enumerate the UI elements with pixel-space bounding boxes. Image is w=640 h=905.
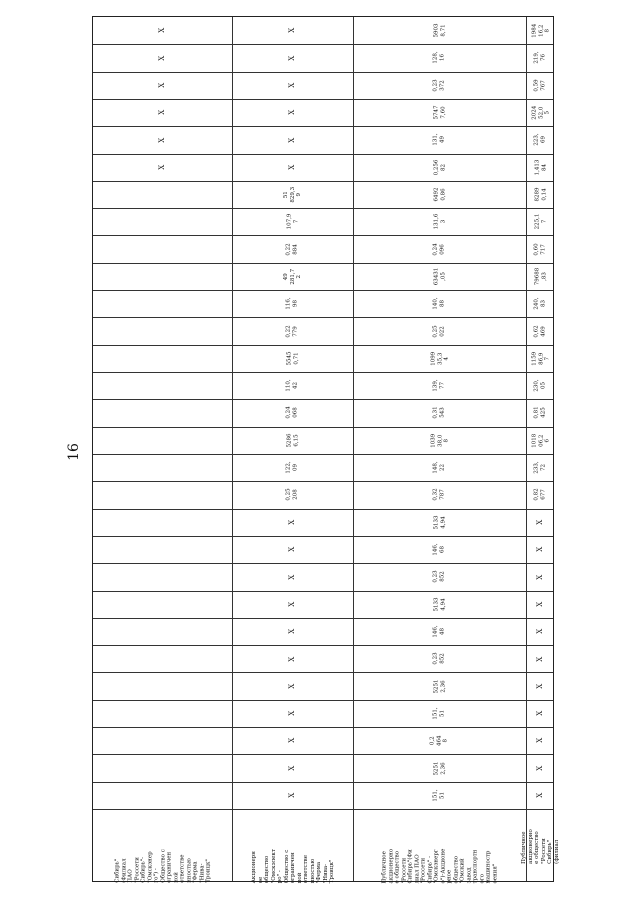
table-cell: [353, 154, 526, 181]
table-cell: [93, 372, 232, 399]
cell-value: 139, 77: [433, 379, 446, 392]
table-cell: [232, 44, 353, 71]
cell-value: X: [536, 574, 545, 580]
cell-value: 0,60 717: [534, 242, 547, 256]
column-header-text: Акционерн ое общество "Омскэлект ро" - Общество с ограничен ной ответстве нностью "Ферма "Нива- Троицк": [250, 848, 335, 883]
table-cell: [353, 345, 526, 372]
table-cell: [353, 235, 526, 262]
table-cell: [526, 672, 555, 699]
table-cell: [93, 454, 232, 481]
table-cell: [526, 44, 555, 71]
cell-value: X: [288, 683, 297, 689]
cell-value: 0,25 208: [286, 488, 299, 502]
table-cell: [232, 126, 353, 153]
table-cell: [353, 72, 526, 99]
cell-value: 140, 88: [433, 297, 446, 310]
cell-value: 0,23 852: [433, 570, 446, 583]
cell-value: X: [536, 656, 545, 662]
table-cell: [353, 427, 526, 454]
table-cell: [353, 591, 526, 618]
table-cell: [232, 263, 353, 290]
table-cell: [93, 618, 232, 645]
table-cell: [526, 290, 555, 317]
table-cell: [93, 208, 232, 235]
cell-value: X: [536, 601, 545, 607]
table-cell: [353, 672, 526, 699]
cell-value: X: [288, 738, 297, 744]
cell-value: X: [158, 137, 167, 143]
column-header-text: Публичное акционерно е общество "Россети Сибирь" (филиал: [521, 828, 560, 864]
table-cell: [353, 782, 526, 809]
cell-value: 0,22 779: [286, 324, 299, 338]
cell-value: 51 829,3 9: [282, 186, 302, 203]
cell-value: 0,22 884: [286, 242, 299, 256]
table-cell: [93, 345, 232, 372]
cell-value: 0,59 767: [534, 79, 547, 92]
table-cell: [232, 235, 353, 262]
table-cell: [232, 72, 353, 99]
cell-value: X: [288, 710, 297, 716]
table-cell: [232, 399, 353, 426]
table-cell: [232, 290, 353, 317]
table-cell: [232, 317, 353, 344]
table-cell: [353, 17, 526, 44]
cell-value: 233, 72: [534, 461, 547, 474]
table-cell: [93, 563, 232, 590]
cell-value: 6492 0,86: [433, 187, 446, 202]
table-cell: [93, 235, 232, 262]
cell-value: 1,413 84: [534, 159, 547, 176]
table-cell: [232, 754, 353, 781]
table-cell: [353, 126, 526, 153]
table-cell: [232, 345, 353, 372]
cell-value: 225,1 7: [534, 213, 547, 230]
table-cell: [526, 154, 555, 181]
cell-value: X: [288, 137, 297, 143]
table-cell: [526, 427, 555, 454]
cell-value: X: [288, 547, 297, 553]
table-cell: [526, 700, 555, 727]
cell-value: X: [288, 28, 297, 34]
table-cell: [526, 618, 555, 645]
table-cell: [93, 181, 232, 208]
cell-value: 0,23 372: [433, 79, 446, 92]
table-cell: [353, 454, 526, 481]
table-cell: [232, 536, 353, 563]
table-cell: [526, 17, 555, 44]
cell-value: X: [536, 519, 545, 525]
cell-value: 146, 68: [433, 543, 446, 556]
cell-value: 8289 0,14: [534, 187, 547, 202]
table-cell: [232, 591, 353, 618]
cell-value: 49 281,7 2: [282, 268, 302, 285]
table-cell: [526, 181, 555, 208]
cell-value: 223, 69: [534, 133, 547, 146]
table-cell: [93, 481, 232, 508]
cell-value: 0,82 677: [534, 488, 547, 502]
table-cell: [353, 536, 526, 563]
table-cell: [232, 454, 353, 481]
cell-value: X: [288, 519, 297, 525]
cell-value: 1039 38,0 8: [429, 433, 449, 448]
cell-value: 116, 98: [286, 297, 299, 310]
cell-value: 5133 4,94: [433, 597, 446, 612]
table-cell: [353, 754, 526, 781]
cell-value: 0,62 469: [534, 324, 547, 338]
table-cell: [526, 372, 555, 399]
table-cell: [93, 126, 232, 153]
cell-value: 5903 8,71: [433, 23, 446, 38]
table-cell: [526, 72, 555, 99]
cell-value: X: [288, 765, 297, 771]
cell-value: 5251 2,36: [433, 761, 446, 776]
cell-value: 1984 16,2 8: [530, 23, 550, 38]
table-cell: [526, 454, 555, 481]
cell-value: X: [288, 55, 297, 61]
cell-value: X: [288, 601, 297, 607]
cell-value: 5251 2,36: [433, 679, 446, 694]
column-header-text: Сибирь" (Филиал ПАО "Россети Сибирь"- "Омскэнер го") - Общество с ограничен ной ответстве нностью "Ферма "Нива- Троицк": [113, 849, 211, 883]
cell-value: 0,23 852: [433, 652, 446, 665]
table-cell: [93, 72, 232, 99]
table-cell: [93, 509, 232, 536]
cell-value: X: [536, 738, 545, 744]
cell-value: 5747 7,60: [433, 105, 446, 120]
cell-value: X: [158, 110, 167, 116]
cell-value: X: [536, 683, 545, 689]
cell-value: 219, 76: [534, 51, 547, 65]
table-cell: [353, 509, 526, 536]
cell-value: X: [536, 710, 545, 716]
table-cell: [353, 700, 526, 727]
cell-value: X: [288, 628, 297, 634]
table-cell: [526, 727, 555, 754]
table-cell: [353, 727, 526, 754]
cell-value: X: [536, 628, 545, 634]
data-table: [92, 16, 560, 883]
cell-value: X: [158, 164, 167, 170]
table-cell: [93, 754, 232, 781]
column-header-text: Публичное акционерно е общество "Россети Сибирь"(Фи лиал ПАО "Россети Сибирь" - "Омскэнерг о")-Акционе рное общество "Омский завод транспортн ого машиностр оения": [381, 848, 498, 883]
cell-value: 0,81 425: [534, 406, 547, 420]
cell-value: 0,32 787: [433, 488, 446, 502]
cell-value: 0,256 82: [433, 159, 446, 176]
table-cell: [93, 536, 232, 563]
table-cell: [526, 782, 555, 809]
table-cell: [526, 563, 555, 590]
cell-value: 230, 05: [534, 379, 547, 392]
cell-value: 1018 06,2 6: [530, 433, 550, 448]
table-cell: [232, 372, 353, 399]
table-cell: [526, 399, 555, 426]
cell-value: 5545 0,71: [286, 351, 299, 366]
cell-value: 0,2 464 8: [429, 735, 449, 746]
table-cell: [93, 591, 232, 618]
cell-value: 131, 49: [433, 133, 446, 146]
table-cell: [353, 399, 526, 426]
cell-value: 0,25 022: [433, 324, 446, 338]
cell-value: 1099 35,3 4: [429, 351, 449, 366]
table-cell: [232, 563, 353, 590]
table-cell: [93, 263, 232, 290]
cell-value: 0,24 096: [433, 242, 446, 256]
cell-value: 151, 51: [433, 789, 446, 802]
table-cell: [353, 44, 526, 71]
table-cell: [353, 481, 526, 508]
table-cell: [526, 126, 555, 153]
table-cell: [353, 563, 526, 590]
cell-value: 107,9 7: [286, 213, 299, 230]
cell-value: 122, 09: [286, 461, 299, 474]
cell-value: X: [288, 656, 297, 662]
cell-value: 63431 ,05: [433, 267, 446, 286]
table-cell: [232, 427, 353, 454]
table-cell: [353, 372, 526, 399]
table-cell: [526, 591, 555, 618]
cell-value: 131,6 3: [433, 213, 446, 230]
table-cell: [93, 290, 232, 317]
cell-value: X: [158, 28, 167, 34]
table-cell: [526, 345, 555, 372]
table-cell: [232, 99, 353, 126]
table-cell: [93, 645, 232, 672]
cell-value: X: [158, 82, 167, 88]
cell-value: X: [536, 792, 545, 798]
cell-value: X: [288, 792, 297, 798]
column-header: [521, 809, 560, 883]
table-cell: [93, 17, 232, 44]
table-cell: [232, 727, 353, 754]
table-cell: [526, 645, 555, 672]
table-cell: [93, 154, 232, 181]
table-cell: [93, 672, 232, 699]
table-cell: [526, 754, 555, 781]
table-cell: [93, 44, 232, 71]
table-cell: [526, 536, 555, 563]
table-cell: [93, 700, 232, 727]
column-header: [93, 809, 232, 883]
cell-value: X: [288, 110, 297, 116]
table-cell: [526, 235, 555, 262]
cell-value: 110, 42: [286, 379, 299, 392]
table-cell: [232, 154, 353, 181]
cell-value: X: [288, 164, 297, 170]
cell-value: 79688 ,83: [534, 267, 547, 286]
cell-value: 1159 86,9 7: [530, 351, 550, 366]
table-cell: [93, 782, 232, 809]
cell-value: 0,31 543: [433, 406, 446, 420]
table-cell: [353, 645, 526, 672]
cell-value: 5286 6,15: [286, 433, 299, 448]
table-cell: [353, 263, 526, 290]
table-cell: [93, 99, 232, 126]
table-cell: [353, 208, 526, 235]
table-cell: [232, 618, 353, 645]
table-cell: [232, 509, 353, 536]
table-cell: [93, 427, 232, 454]
cell-value: 146, 48: [433, 625, 446, 638]
table-cell: [232, 481, 353, 508]
table-cell: [353, 317, 526, 344]
cell-value: 240, 83: [534, 297, 547, 310]
cell-value: X: [536, 765, 545, 771]
table-cell: [232, 672, 353, 699]
page-number: 16: [66, 443, 82, 461]
cell-value: X: [288, 574, 297, 580]
table-cell: [526, 208, 555, 235]
table-cell: [353, 290, 526, 317]
table-cell: [232, 208, 353, 235]
cell-value: X: [288, 82, 297, 88]
table-cell: [93, 317, 232, 344]
table-cell: [232, 181, 353, 208]
cell-value: 128, 16: [433, 51, 446, 65]
cell-value: 148, 22: [433, 461, 446, 474]
table-cell: [353, 181, 526, 208]
cell-value: X: [158, 55, 167, 61]
cell-value: 2024 52,0 5: [530, 105, 550, 120]
column-header: [353, 809, 526, 883]
table-cell: [526, 509, 555, 536]
table-cell: [232, 700, 353, 727]
table-cell: [526, 317, 555, 344]
cell-value: 0,24 068: [286, 406, 299, 420]
table-cell: [353, 99, 526, 126]
cell-value: 151, 51: [433, 707, 446, 720]
column-header: [232, 809, 353, 883]
table-cell: [526, 99, 555, 126]
table-cell: [232, 645, 353, 672]
table-cell: [526, 263, 555, 290]
table-cell: [353, 618, 526, 645]
table-cell: [232, 782, 353, 809]
table-cell: [526, 481, 555, 508]
cell-value: X: [536, 547, 545, 553]
table-cell: [93, 399, 232, 426]
table-cell: [232, 17, 353, 44]
table-cell: [93, 727, 232, 754]
cell-value: 5133 4,94: [433, 515, 446, 530]
